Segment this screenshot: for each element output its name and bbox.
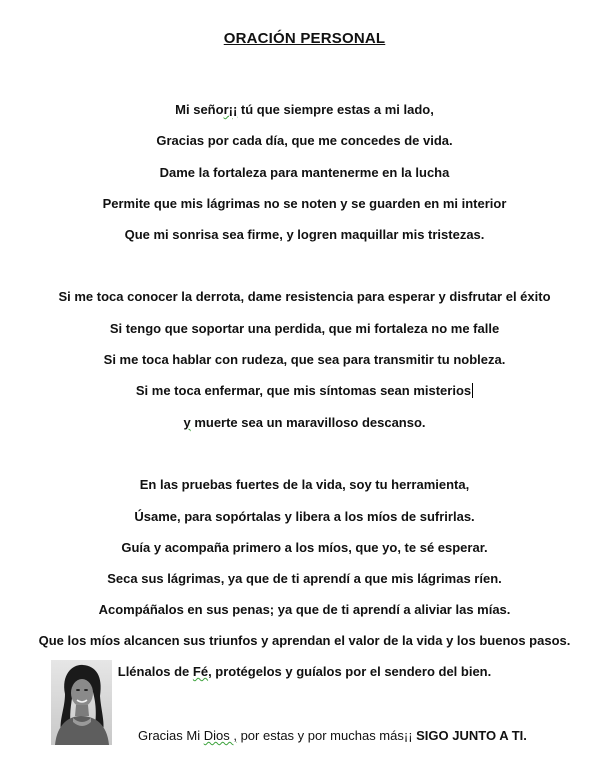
- closing-text: Gracias Mi: [138, 728, 204, 743]
- verse-line: [0, 101, 609, 119]
- verse-text: tú que siempre estas a mi lado,: [237, 102, 434, 117]
- closing-period: .: [523, 728, 527, 743]
- verse-line: Úsame, para sopórtalas y libera a los míos de sufrirlas.: [134, 509, 475, 524]
- verse-line: Gracias por cada día, que me concedes de vida.: [156, 133, 453, 148]
- verse-line: [0, 414, 609, 432]
- verse-line: [0, 382, 609, 400]
- verse-line: Si me toca hablar con rudeza, que sea para transmitir tu nobleza.: [103, 352, 506, 367]
- page-title: ORACIÓN PERSONAL: [223, 30, 386, 47]
- verse-line: Acompáñalos en sus penas; ya que de ti aprendí a aliviar las mías.: [98, 602, 511, 617]
- verse-line: Guía y acompaña primero a los míos, que yo, te sé esperar.: [121, 540, 488, 555]
- verse-text: Llénalos de: [117, 664, 193, 679]
- text-cursor: [472, 383, 473, 398]
- verse-line: En las pruebas fuertes de la vida, soy tu herramienta,: [139, 477, 470, 492]
- portrait-photo-icon: [51, 660, 112, 745]
- verse-line: Que mi sonrisa sea firme, y logren maquillar mis tristezas.: [124, 227, 485, 242]
- spellcheck-word: Fé: [192, 664, 209, 679]
- closing-line: [138, 727, 527, 745]
- verse-text: Mi seño: [175, 102, 224, 117]
- spellcheck-word: y: [183, 415, 191, 430]
- verse-line: Permite que mis lágrimas no se noten y se guarden en mi interior: [102, 196, 507, 211]
- closing-emphasis: SIGO JUNTO A TI: [416, 728, 524, 743]
- verse-text: Si me toca enfermar, que mis síntomas sean misterios: [135, 383, 472, 398]
- spellcheck-word: Dios ,: [203, 728, 237, 743]
- verse-line: Si me toca conocer la derrota, dame resistencia para esperar y disfrutar el éxito: [58, 289, 551, 304]
- verse-text: , protégelos y guíalos por el sendero del bien.: [208, 664, 492, 679]
- spellcheck-word: r¡¡: [223, 102, 238, 117]
- verse-line: Que los míos alcancen sus triunfos y aprendan el valor de la vida y los buenos pasos.: [38, 633, 571, 648]
- verse-line: Dame la fortaleza para mantenerme en la lucha: [159, 165, 450, 180]
- verse-text: muerte sea un maravilloso descanso.: [190, 415, 426, 430]
- closing-text: por estas y por muchas más¡¡: [236, 728, 417, 743]
- verse-line: Si tengo que soportar una perdida, que mi fortaleza no me falle: [109, 321, 500, 336]
- verse-line: Seca sus lágrimas, ya que de ti aprendí a que mis lágrimas ríen.: [107, 571, 502, 586]
